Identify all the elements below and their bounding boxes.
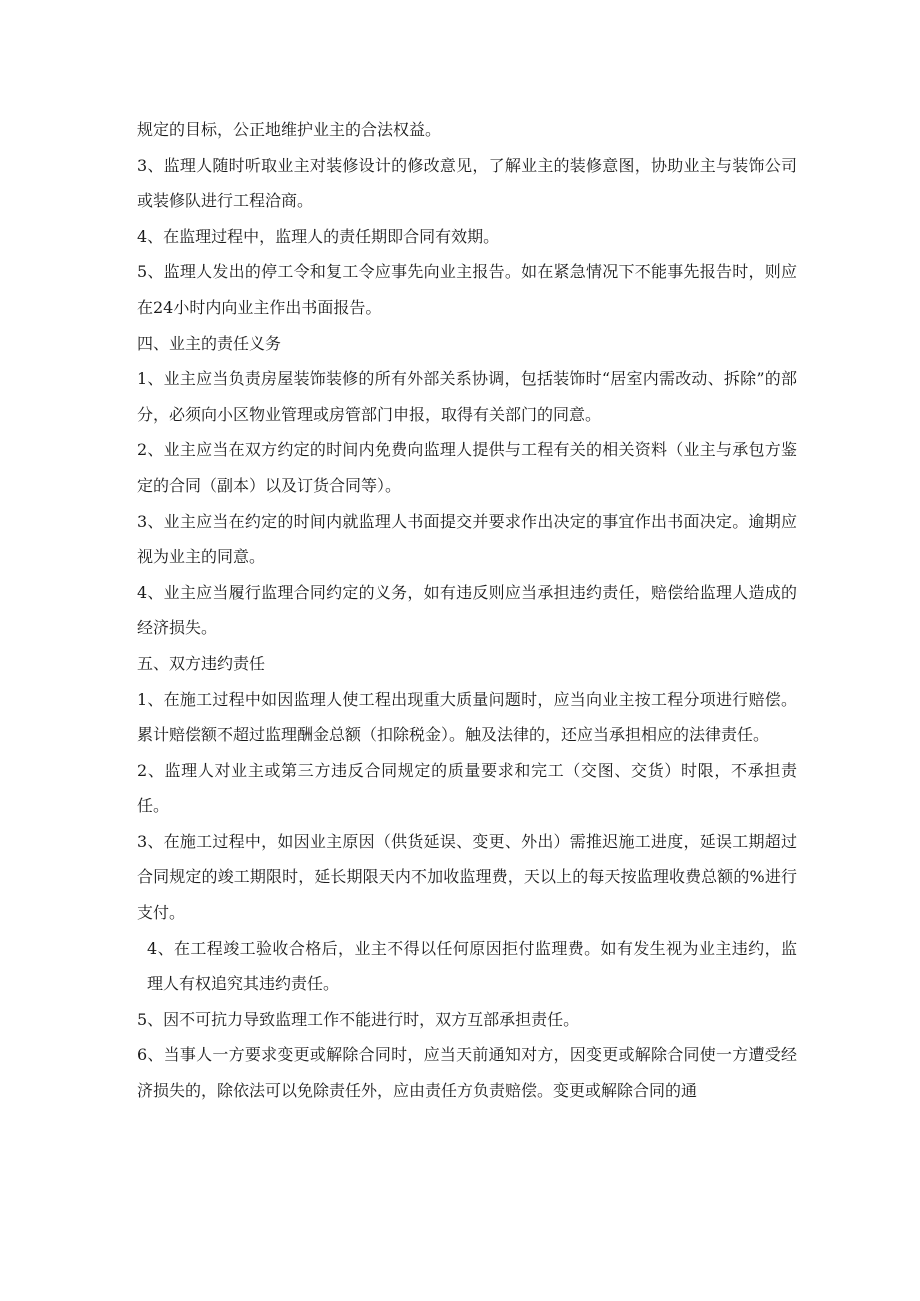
paragraph: 5、监理人发出的停工令和复工令应事先向业主报告。如在紧急情况下不能事先报告时，则应在24小时内向业主作出书面报告。: [137, 262, 797, 317]
paragraph: 2、业主应当在双方约定的时间内免费向监理人提供与工程有关的相关资料（业主与承包方鉴定的合同（副本）以及订货合同等）。: [137, 440, 797, 495]
paragraph: 6、当事人一方要求变更或解除合同时，应当天前通知对方，因变更或解除合同使一方遭受经济损失的，除依法可以免除责任外，应由责任方负责赔偿。变更或解除合同的通: [137, 1045, 797, 1101]
paragraph: 5、因不可抗力导致监理工作不能进行时，双方互部承担责任。: [137, 1009, 580, 1029]
paragraph: 3、监理人随时听取业主对装修设计的修改意见，了解业主的装修意图，协助业主与装饰公司或装修队进行工程洽商。: [137, 155, 797, 211]
paragraph: 规定的目标，公正地维护业主的合法权益。: [137, 120, 442, 139]
paragraph: 3、在施工过程中，如因业主原因（供货延误、变更、外出）需推迟施工进度，延误工期超过合同规定的竣工期限时，延长期限天内不加收监理费，天以上的每天按监理收费总额的%进行支付。: [137, 831, 797, 923]
paragraph: 1、业主应当负责房屋装饰装修的所有外部关系协调，包括装饰时“居室内需改动、拆除”的部分，必须向小区物业管理或房管部门申报，取得有关部门的同意。: [137, 369, 797, 424]
paragraph: 4、在监理过程中，监理人的责任期即合同有效期。: [137, 226, 500, 246]
paragraph: 3、业主应当在约定的时间内就监理人书面提交并要求作出决定的事宜作出书面决定。逾期应视为业主的同意。: [137, 511, 797, 567]
section-heading: 五、双方违约责任: [137, 653, 266, 673]
paragraph: 4、业主应当履行监理合同约定的义务，如有违反则应当承担违约责任，赔偿给监理人造成的经济损失。: [137, 582, 797, 638]
paragraph: 1、在施工过程中如因监理人使工程出现重大质量问题时，应当向业主按工程分项进行赔偿。累计赔偿额不超过监理酬金总额（扣除税金）。触及法律的，还应当承担相应的法律责任。: [137, 689, 797, 745]
paragraph: 2、监理人对业主或第三方违反合同规定的质量要求和完工（交图、交货）时限，不承担责任。: [137, 760, 797, 816]
section-heading: 四、业主的责任义务: [137, 333, 282, 353]
document-body: [137, 112, 797, 1109]
paragraph: 4、在工程竣工验收合格后，业主不得以任何原因拒付监理费。如有发生视为业主违约，监理人有权追究其违约责任。: [147, 938, 797, 994]
